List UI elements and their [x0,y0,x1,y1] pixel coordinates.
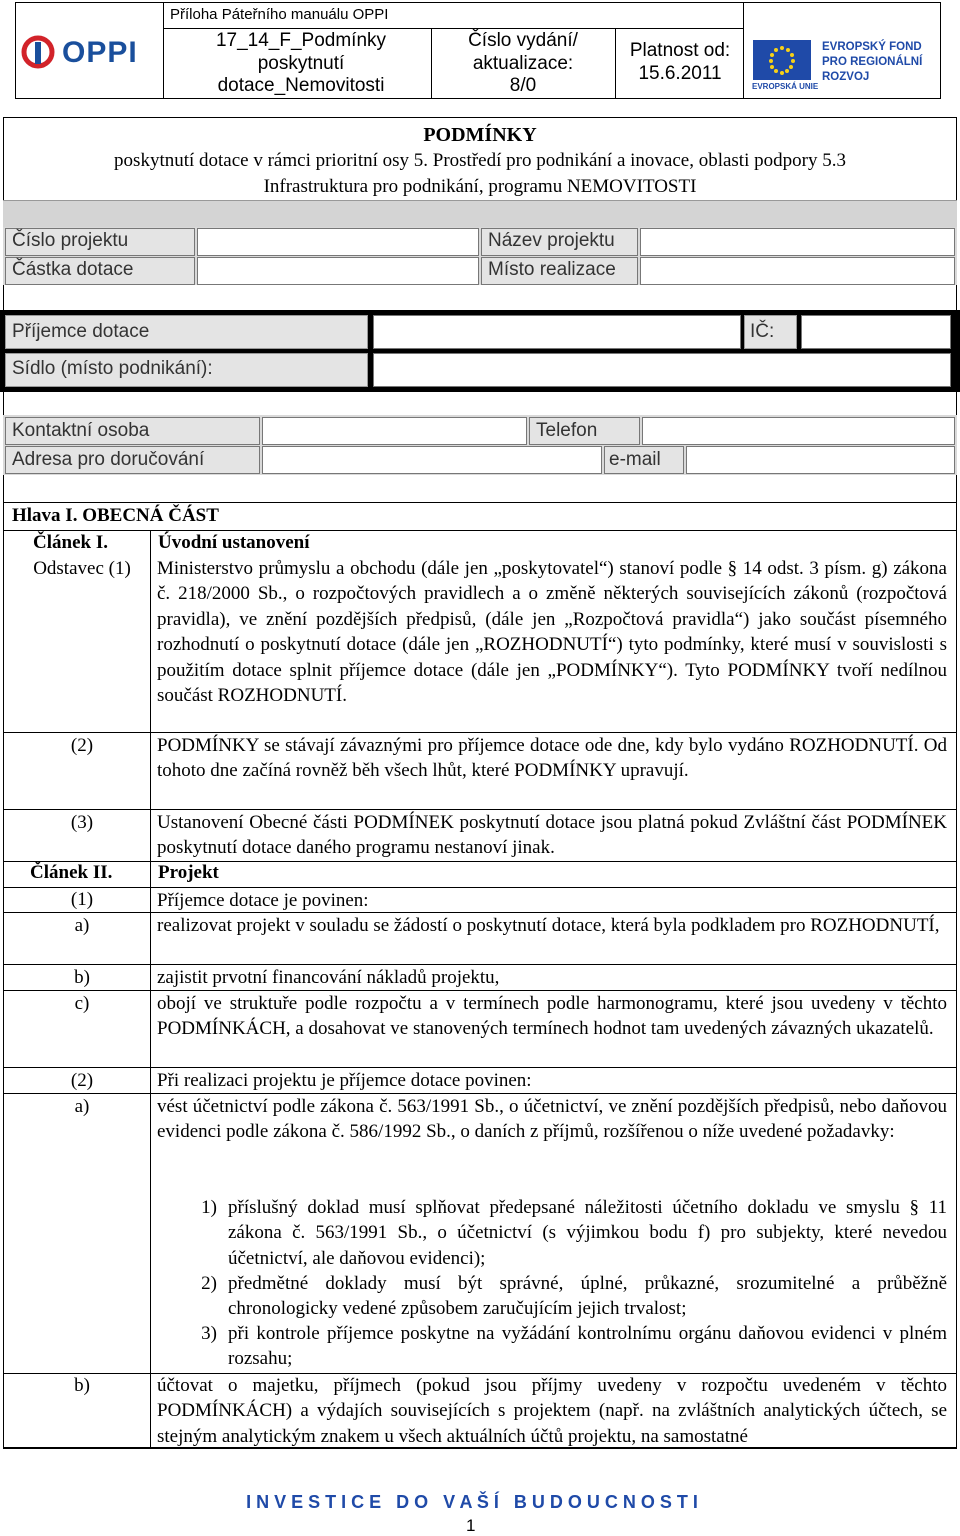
a2-p2-item-b-letter: b) [74,1375,90,1396]
grant-amount-input[interactable] [197,257,479,285]
seat-label: Sídlo (místo podnikání): [12,358,213,379]
paragraph-2-number: (2) [70,735,94,756]
valid-value: 15.6.2011 [638,63,722,84]
oppi-logo [20,22,160,82]
a2-p1-item-a-text: realizovat projekt v souladu se žádostí o poskytnutí dotace, která byla podkladem pro ROZHODNUTÍ, [157,915,940,936]
title-main: PODMÍNKY [423,124,537,146]
title-line3: Infrastruktura pro podnikání, programu NEMOVITOSTI [263,176,697,197]
a2-paragraph-2-number: (2) [70,1070,94,1091]
a2-p1-item-c-letter: c) [74,993,90,1014]
subitem-2-number: 2) [201,1273,217,1294]
subitem-1-number: 1) [201,1197,217,1218]
subitem-3-number: 3) [201,1323,217,1344]
eu-stars-icon [753,40,811,80]
a2-p1-item-b-letter: b) [74,967,90,988]
annex-title: Příloha Páteřního manuálu OPPI [170,6,389,23]
paragraph-1-text: Ministerstvo průmyslu a obchodu (dále jen „poskytovatel“) stanoví podle § 14 odst. 3 písm. g) zákona č. 218/2000 Sb., o rozpočtových pravidlech a o změně některých souvisejících zákonů (rozpočtová pravidla), ve znění pozdějších předpisů, (dále jen „Rozpočtová pravidla“) jako součást písemného rozhodnutí o poskytnutí dotace (dále jen „ROZHODNUTÍ“) tyto podmínky, které musí v souvislosti s použitím dotace splnit příjemce dotace (dále jen „PODMÍNKY“). Tyto PODMÍNKY tvoří nedílnou součást ROZHODNUTÍ. [157,558,947,707]
eu-union-text: EVROPSKÁ UNIE [752,82,819,91]
contact-input[interactable] [262,417,527,445]
article-1-title: Úvodní ustanovení [158,532,310,553]
subitem-3-text: při kontrole příjemce poskytne na vyžádání kontrolnímu orgánu daňovou evidenci v plném rozsahu; [228,1323,947,1370]
eu-flag [753,40,811,80]
a2-p1-item-b-text: zajistit prvotní financování nákladů projektu, [157,967,500,988]
title-line2: poskytnutí dotace v rámci prioritní osy 5. Prostředí pro podnikání a inovace, oblasti podpory 5.3 [114,150,846,171]
location-label: Místo realizace [488,259,616,280]
head-title: Hlava I. OBECNÁ ČÁST [12,505,219,526]
doc-code: 17_14_F_Podmínky poskytnutí dotace_Nemovitosti [215,30,387,96]
address-input[interactable] [262,446,602,474]
a2-p2-item-a-text: vést účetnictví podle zákona č. 563/1991 Sb., o účetnictví, ve znění pozdějších předpisů, nebo daňovou evidenci podle zákona č. 586/1992 Sb., o daních z příjmů, rozšířenou o níže uvedené požadavky: [157,1096,947,1143]
a2-p2-item-b-text: účtovat o majetku, příjmech (pokud jsou příjmy uvedeny v rozpočtu uvedeném v těchto PODMÍNKÁCH) a výdajích souvisejících s projektem (např. na zvláštních analytických účtech, se stejným analytickým znakem u všech aktuálních účtů projektu, na samostatné [157,1375,947,1447]
paragraph-3-text: Ustanovení Obecné části PODMÍNEK poskytnutí dotace jsou platná pokud Zvláštní část PODMÍNEK poskytnutí dotace daného programu nestanoví jinak. [157,812,947,859]
address-label: Adresa pro doručování [12,449,205,470]
article-2-title: Projekt [158,862,219,883]
contact-label: Kontaktní osoba [12,420,150,441]
subitem-2-text: předmětné doklady musí být správné, úplné, průkazné, srozumitelné a průběžně chronologicky vedené způsobem zaručujícím jejich trvalost; [228,1273,947,1320]
project-number-input[interactable] [197,228,479,256]
paragraph-2-text: PODMÍNKY se stávají závaznými pro příjemce dotace ode dne, kdy bylo vydáno ROZHODNUTÍ. Od tohoto dne začíná rovněž běh všech lhůt, které PODMÍNKY upravují. [157,735,947,782]
article-2-label: Článek II. [30,862,113,883]
form-divider-bar [3,200,957,228]
recipient-label: Příjemce dotace [12,321,150,342]
phone-label: Telefon [536,420,598,441]
valid-label: Platnost od: [629,40,731,61]
paragraph-3-number: (3) [70,812,94,833]
grant-amount-label: Částka dotace [12,259,134,280]
subitem-1-text: příslušný doklad musí splňovat předepsané náležitosti účetního dokladu ve smyslu § 11 zákona č. 563/1991 Sb., o účetnictví (s výjimkou bodu f) pro subjekty, které nevedou účetnictví, ale daňovou evidenci); [228,1197,947,1269]
a2-paragraph-1-text: Příjemce dotace je povinen: [157,890,369,911]
email-input[interactable] [686,446,955,474]
ic-label: IČ: [750,321,775,342]
article-1-label: Článek I. [33,532,108,553]
eu-fund-text: EVROPSKÝ FOND PRO REGIONÁLNÍ ROZVOJ [822,41,923,83]
issue-label: Číslo vydání/ aktualizace: [468,30,578,74]
email-label: e-mail [609,449,661,470]
a2-p1-item-a-letter: a) [74,915,90,936]
ic-input[interactable] [801,315,951,349]
a2-paragraph-2-text: Při realizaci projektu je příjemce dotace povinen: [157,1070,532,1091]
paragraph-1-number: Odstavec (1) [33,558,131,579]
phone-input[interactable] [642,417,955,445]
project-name-input[interactable] [640,228,955,256]
a2-paragraph-1-number: (1) [70,889,94,910]
issue-value: 8/0 [509,75,537,96]
a2-p2-item-a-letter: a) [74,1096,90,1117]
recipient-input[interactable] [373,315,741,349]
a2-p1-item-c-text: obojí ve struktuře podle rozpočtu a v termínech podle harmonogramu, které jsou uvedeny v těchto PODMÍNKÁCH, a dosahovat ve stanovených termínech hodnot tam uvedených závazných ukazatelů. [157,993,947,1040]
page-number: 1 [466,1516,476,1535]
seat-input[interactable] [373,353,951,387]
footer-slogan: I N V E S T I C E D O V A Š Í B U D O U C N O S T I [246,1492,698,1512]
location-input[interactable] [640,257,955,285]
project-name-label: Název projektu [488,230,615,251]
oppi-logo-text: OPPI [62,36,138,69]
project-number-label: Číslo projektu [12,230,129,251]
